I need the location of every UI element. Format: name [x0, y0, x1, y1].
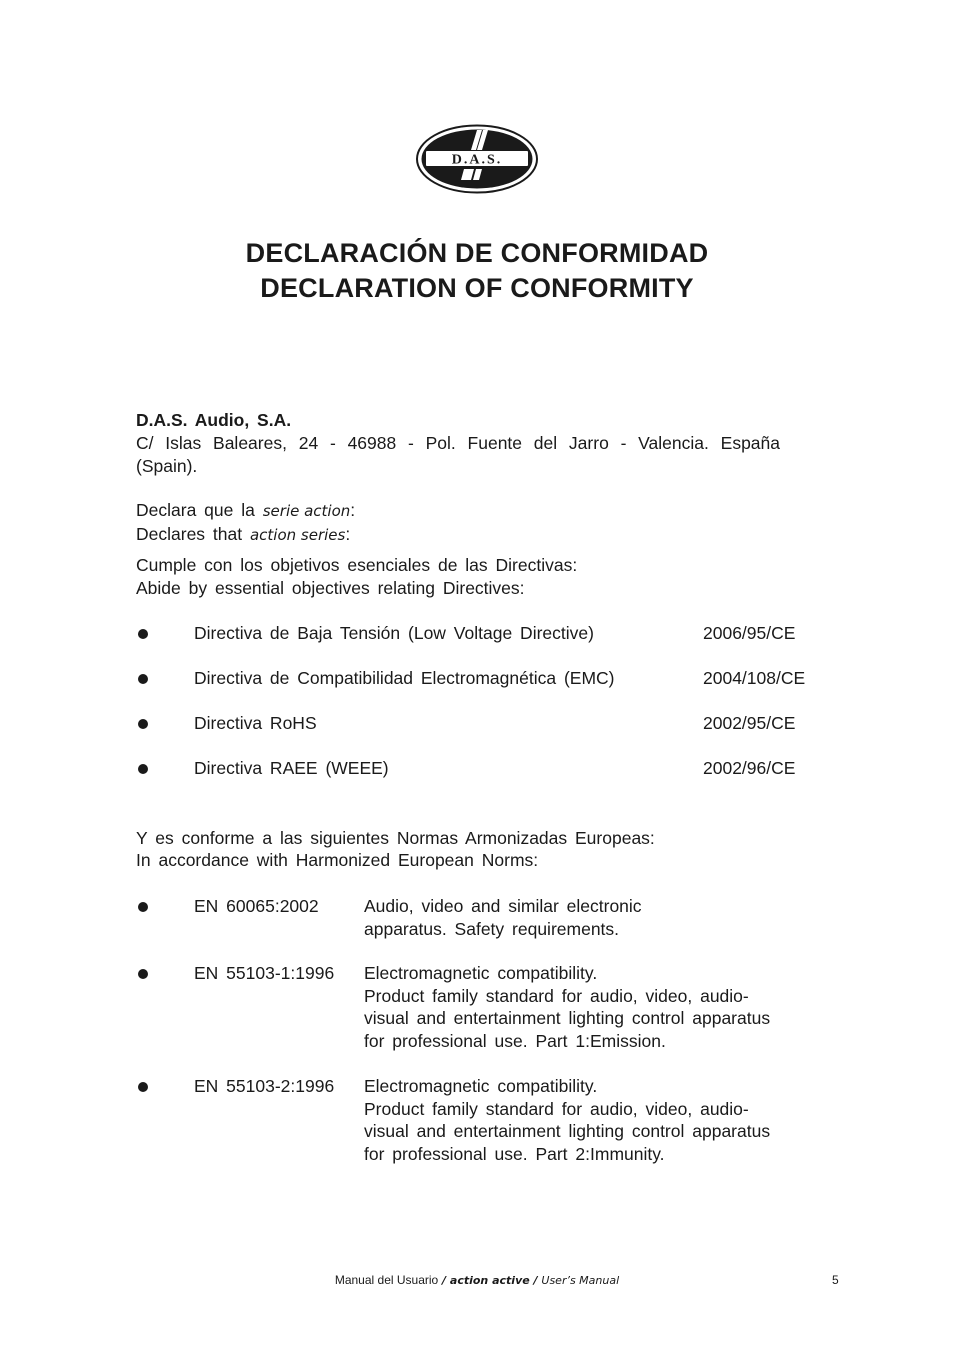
directive-code: 2002/95/CE — [703, 713, 796, 733]
das-logo — [416, 124, 538, 194]
declares-en — [136, 523, 350, 547]
bullet-icon — [138, 629, 148, 639]
norm-code: EN 55103-1:1996 — [194, 963, 335, 983]
norm-description — [364, 1075, 770, 1166]
declares-es-prefix: Declara que la — [136, 500, 255, 520]
directive-name: Directiva de Baja Tensión (Low Voltage Directive) — [194, 623, 594, 643]
declares-es-product: serie action — [262, 502, 351, 520]
norm-description — [364, 962, 770, 1053]
title-line-en: DECLARATION OF CONFORMITY — [260, 273, 694, 303]
norm-description-line: Electromagnetic compatibility. — [364, 1076, 598, 1096]
directive-name: Directiva RoHS — [194, 713, 317, 733]
footer-product: action active — [449, 1274, 530, 1287]
directive-code: 2006/95/CE — [703, 623, 796, 643]
norm-description-line: Product family standard for audio, video, audio- — [364, 1098, 749, 1119]
page-footer — [0, 1272, 954, 1289]
objectives-es: Cumple con los objetivos esenciales de las Directivas: — [136, 555, 578, 575]
footer-manual-en: User’s Manual — [541, 1274, 620, 1287]
declares-en-prefix: Declares that — [136, 524, 243, 544]
bullet-icon — [138, 719, 148, 729]
logo-text: D.A.S. — [451, 152, 503, 168]
footer-manual-es: Manual del Usuario — [334, 1273, 439, 1287]
declares-en-colon: : — [345, 524, 351, 544]
declares-es — [136, 499, 355, 523]
directive-code: 2002/96/CE — [703, 758, 796, 778]
norm-code: EN 60065:2002 — [194, 896, 319, 916]
norm-description-line: apparatus. Safety requirements. — [364, 918, 620, 939]
footer-separator: / — [438, 1274, 450, 1287]
norm-description-line: visual and entertainment lighting control apparatus — [364, 1121, 771, 1142]
company-name: D.A.S. Audio, S.A. — [136, 410, 292, 430]
objectives-en: Abide by essential objectives relating Directives: — [136, 578, 525, 598]
norm-description-line: for professional use. Part 1:Emission. — [364, 1031, 666, 1052]
directive-name: Directiva de Compatibilidad Electromagnética (EMC) — [194, 668, 615, 688]
bullet-icon — [138, 969, 148, 979]
norm-description-line: Product family standard for audio, video, audio- — [364, 985, 749, 1006]
declares-en-product: action series — [249, 526, 346, 544]
norm-description-line: Audio, video and similar electronic — [364, 896, 642, 916]
norm-description-line: for professional use. Part 2:Immunity. — [364, 1144, 665, 1165]
footer-separator: / — [529, 1274, 542, 1287]
directive-code: 2004/108/CE — [703, 668, 806, 688]
bullet-icon — [138, 1082, 148, 1092]
page-number: 5 — [832, 1273, 839, 1287]
title-line-es: DECLARACIÓN DE CONFORMIDAD — [245, 238, 709, 268]
bullet-icon — [138, 674, 148, 684]
norms-intro-en: In accordance with Harmonized European Norms: — [136, 850, 539, 870]
declares-es-colon: : — [350, 500, 356, 520]
bullet-icon — [138, 902, 148, 912]
directive-name: Directiva RAEE (WEEE) — [194, 758, 389, 778]
norms-intro-es: Y es conforme a las siguientes Normas Armonizadas Europeas: — [136, 828, 655, 848]
company-address: C/ Islas Baleares, 24 - 46988 - Pol. Fuente del Jarro - Valencia. España (Spain). — [136, 433, 780, 476]
bullet-icon — [138, 764, 148, 774]
norm-description-line: visual and entertainment lighting control apparatus — [364, 1008, 771, 1029]
norm-description-line: Electromagnetic compatibility. — [364, 963, 598, 983]
norm-code: EN 55103-2:1996 — [194, 1076, 335, 1096]
page-title — [0, 236, 954, 306]
norm-description — [364, 895, 642, 940]
